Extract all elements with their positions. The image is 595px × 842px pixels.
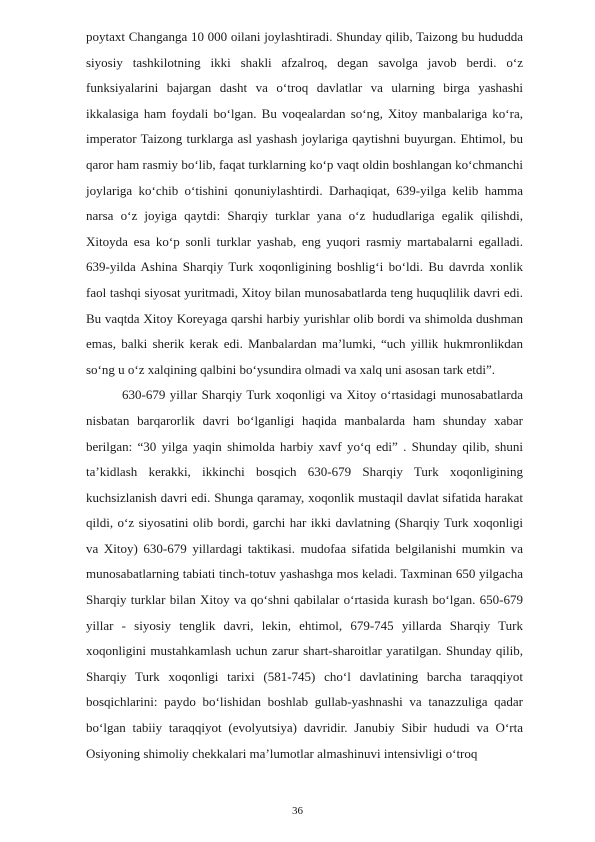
page-body [86, 24, 523, 766]
paragraph-continued: poytaxt Changanga 10 000 oilani joylashtiradi. Shunday qilib, Taizong bu hududda siyosiy tashkilotning ikki shakli afzalroq, degan savolga javob berdi. o‘z funksiyalarini bajargan dasht va o‘troq davlatlar va ularning birga yashashi ikkalasiga ham foydali bo‘lgan. Bu voqealardan so‘ng, Xitoy manbalariga ko‘ra, imperator Taizong turklarga asl yashash joylariga qaytishni buyurgan. Ehtimol, bu qaror ham rasmiy bo‘lib, faqat turklarning ko‘p vaqt oldin boshlangan ko‘chmanchi joylariga ko‘chib o‘tishini qonuniylashtirdi. Darhaqiqat, 639-yilga kelib hamma narsa o‘z joyiga qaytdi: Sharqiy turklar yana o‘z hududlariga egalik qilishdi, Xitoyda esa ko‘p sonli turklar yashab, eng yuqori rasmiy martabalarni egalladi. 639-yilda Ashina Sharqiy Turk xoqonligining boshlig‘i bo‘ldi. Bu davrda xonlik faol tashqi siyosat yuritmadi, Xitoy bilan munosabatlarda teng huquqlilik davri edi. Bu vaqtda Xitoy Koreyaga qarshi harbiy yurishlar olib bordi va shimolda dushman emas, balki sherik kerak edi. Manbalardan ma’lumki, “uch yillik hukmronlikdan so‘ng u o‘z xalqining qalbini bo‘ysundira olmadi va xalq uni asosan tark etdi”. [86, 29, 523, 377]
page-number: 36 [292, 805, 303, 817]
paragraph: 630-679 yillar Sharqiy Turk xoqonligi va Xitoy o‘rtasidagi munosabatlarda nisbatan barqarorlik davri bo‘lganligi haqida manbalarda ham shunday xabar berilgan: “30 yilga yaqin shimolda harbiy xavf yo‘q edi” . Shunday qilib, shuni ta’kidlash kerakki, ikkinchi bosqich 630-679 Sharqiy Turk xoqonligining kuchsizlanish davri edi. Shunga qaramay, xoqonlik mustaqil davlat sifatida harakat qildi, o‘z siyosatini olib bordi, garchi har ikki davlatning (Sharqiy Turk xoqonligi va Xitoy) 630-679 yillardagi taktikasi. mudofaa sifatida belgilanishi mumkin va munosabatlarning tabiati tinch-totuv yashashga mos keladi. Taxminan 650 yilgacha Sharqiy turklar bilan Xitoy va qo‘shni qabilalar o‘rtasida kurash bo‘lgan. 650-679 yillar - siyosiy tenglik davri, lekin, ehtimol, 679-745 yillarda Sharqiy Turk xoqonligini mustahkamlash uchun zarur shart-sharoitlar yaratilgan. Shunday qilib, Sharqiy Turk xoqonligi tarixi (581-745) cho‘l davlatining barcha taraqqiyot bosqichlarini: paydo bo‘lishidan boshlab gullab-yashnashi va tanazzuliga qadar bo‘lgan tabiiy taraqqiyot (evolyutsiya) davridir. Janubiy Sibir hududi va O‘rta Osiyoning shimoliy chekkalari ma’lumotlar almashinuvi intensivligi o‘troq [86, 387, 523, 761]
